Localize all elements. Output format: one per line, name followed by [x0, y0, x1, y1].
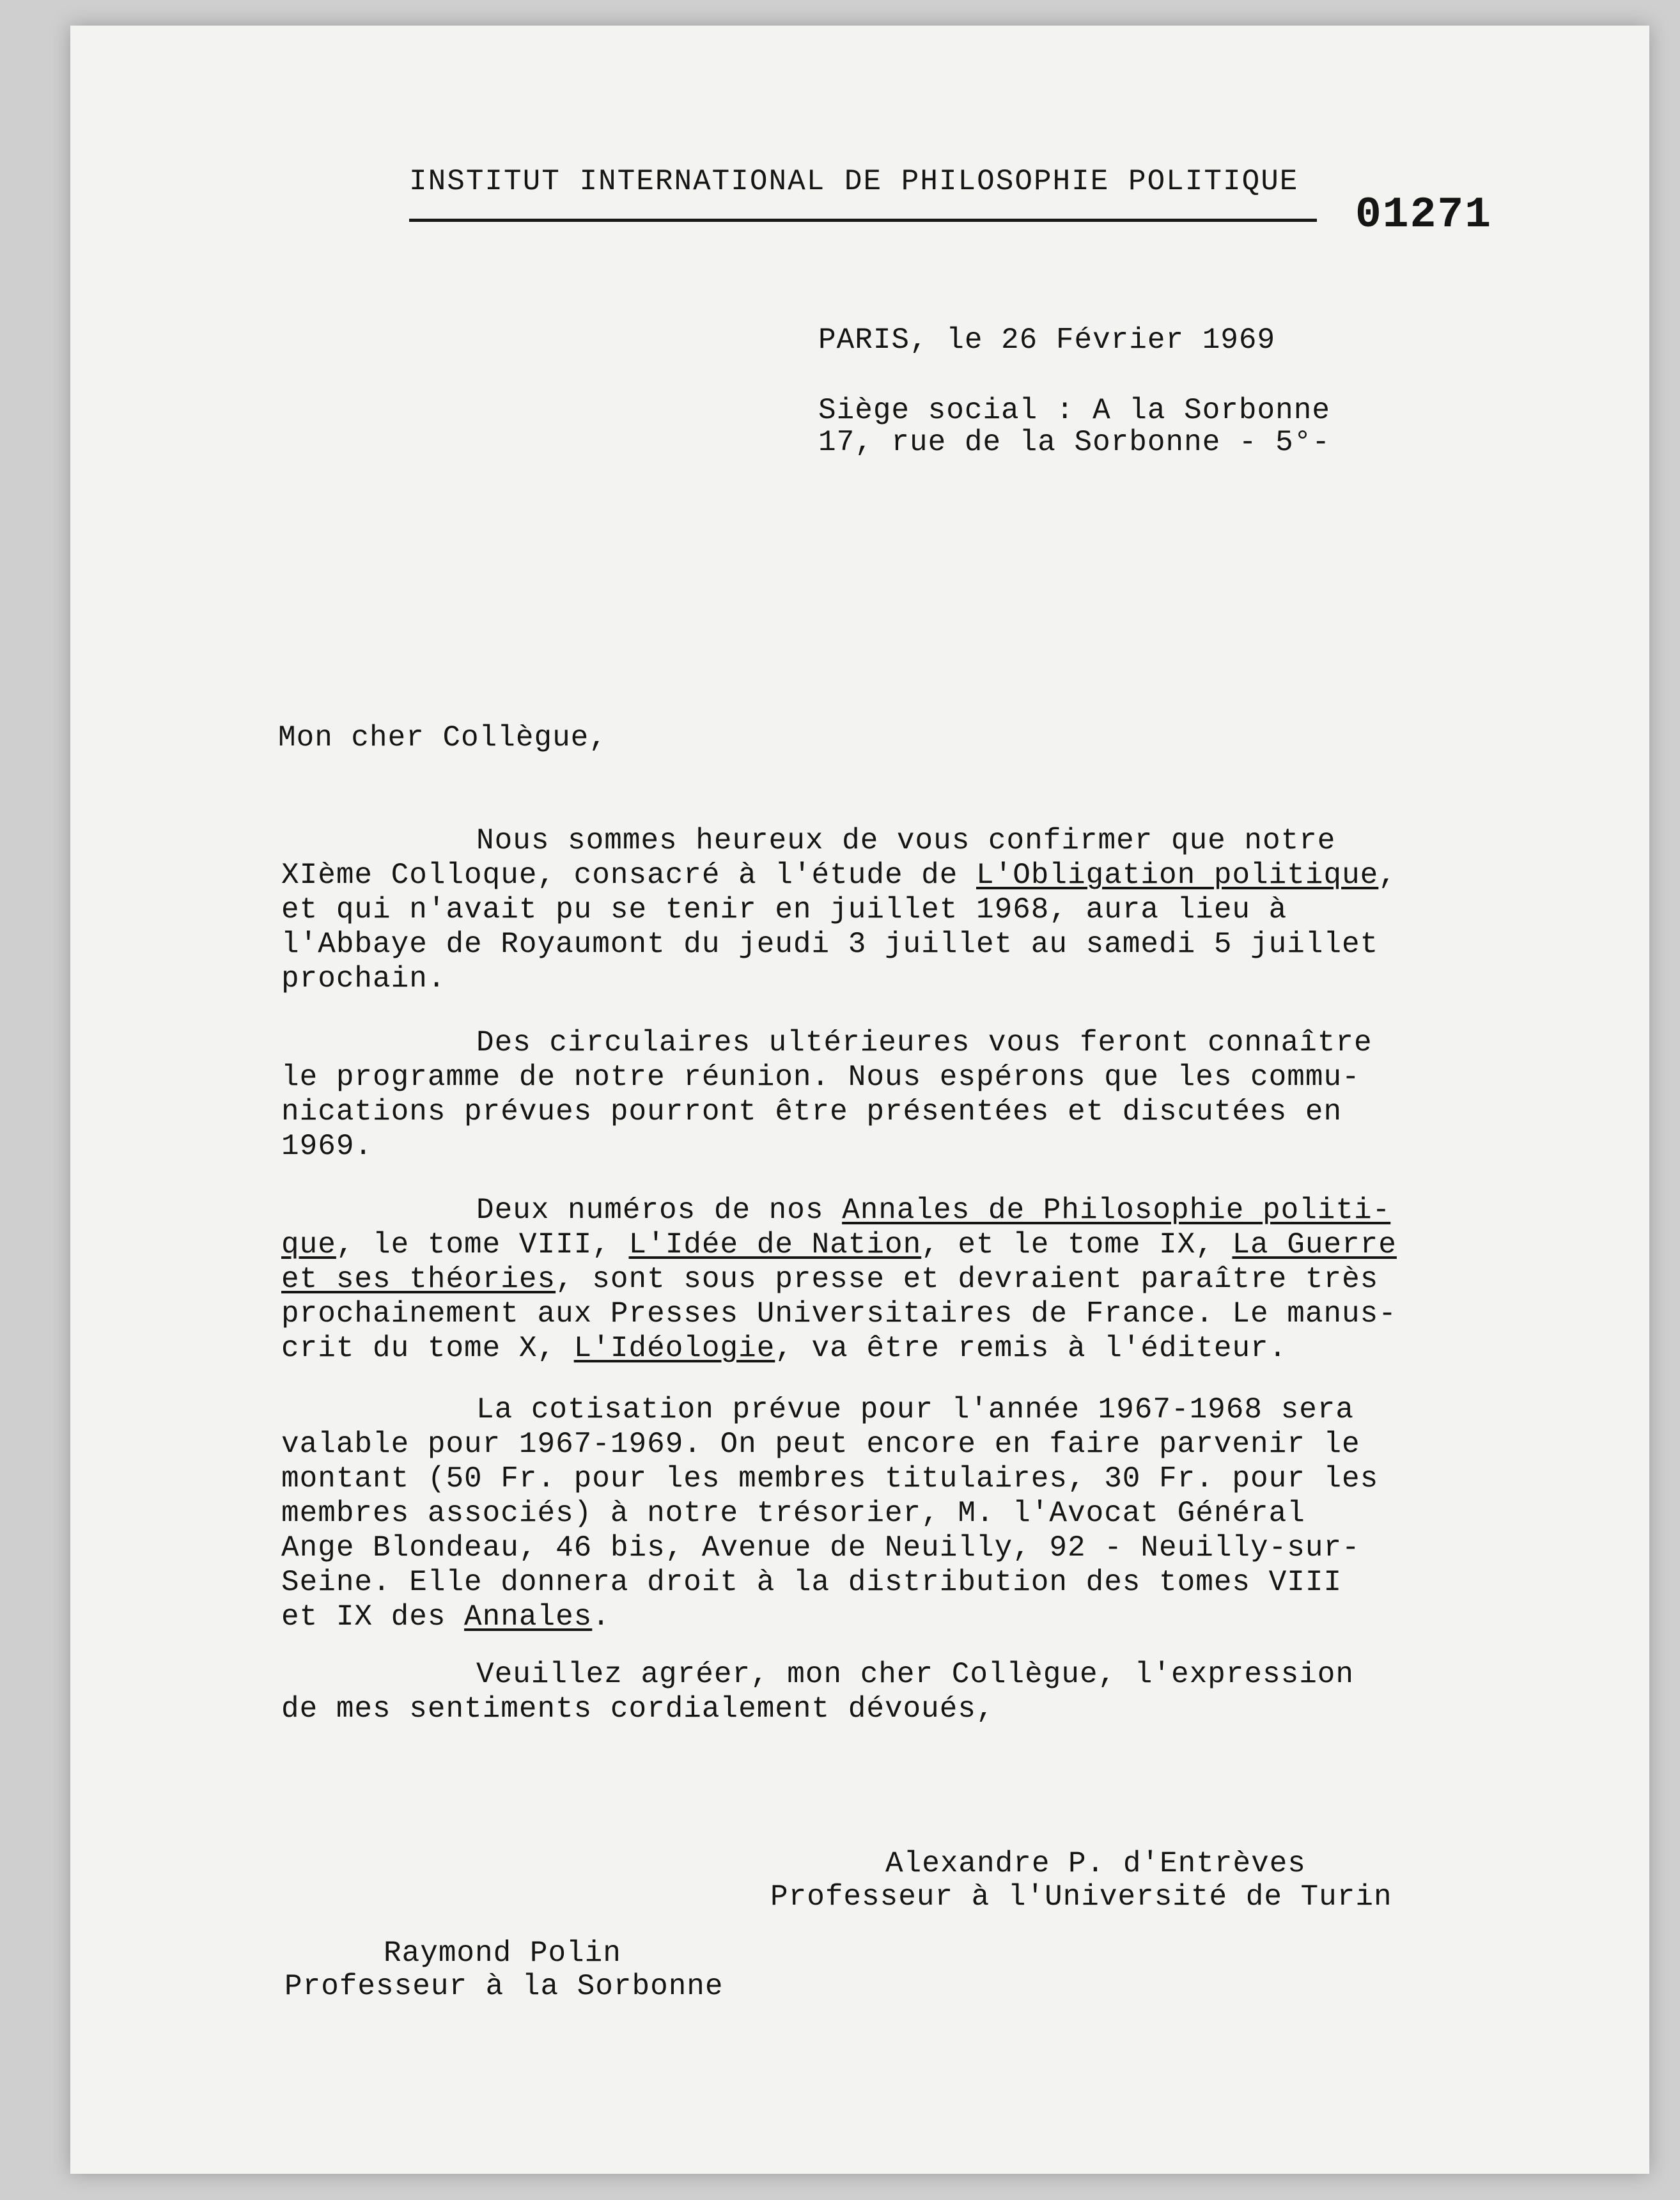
paragraph-line: 1969.: [281, 1130, 373, 1163]
paragraph-line: l'Abbaye de Royaumont du jeudi 3 juillet au samedi 5 juillet: [281, 928, 1379, 961]
paragraph-line: Nous sommes heureux de vous confirmer que notre: [476, 824, 1336, 857]
paragraph-closing: [281, 1657, 1354, 1726]
underlined-title: que: [281, 1228, 336, 1261]
paragraph-line: nications prévues pourront être présentées et discutées en: [281, 1095, 1342, 1128]
salutation: Mon cher Collègue,: [278, 721, 607, 754]
underlined-title: Annales: [464, 1600, 593, 1634]
paragraph-line: et qui n'avait pu se tenir en juillet 1968, aura lieu à: [281, 893, 1287, 926]
paragraph-line: de mes sentiments cordialement dévoués,: [281, 1692, 995, 1726]
paragraph-line: montant (50 Fr. pour les membres titulaires, 30 Fr. pour les: [281, 1462, 1379, 1495]
paragraph-line: Des circulaires ultérieures vous feront connaître: [476, 1026, 1373, 1059]
paragraph-line: XIème Colloque, consacré à l'étude de L'Obligation politique,: [281, 859, 1397, 892]
paragraph-line: crit du tome X, L'Idéologie, va être remis à l'éditeur.: [281, 1332, 1287, 1365]
address-line-1: Siège social : A la Sorbonne: [818, 394, 1330, 427]
paragraph-line: et IX des Annales.: [281, 1600, 611, 1634]
paragraph-line: le programme de notre réunion. Nous espérons que les commu-: [281, 1061, 1360, 1094]
institute-heading: INSTITUT INTERNATIONAL DE PHILOSOPHIE POLITIQUE: [409, 165, 1299, 198]
recipient-name: Raymond Polin: [384, 1937, 621, 1970]
document-number: 01271: [1355, 191, 1493, 240]
paragraph-line: Ange Blondeau, 46 bis, Avenue de Neuilly, 92 - Neuilly-sur-: [281, 1531, 1360, 1564]
underlined-title: La Guerre: [1232, 1228, 1397, 1261]
paragraph-line: que, le tome VIII, L'Idée de Nation, et le tome IX, La Guerre: [281, 1228, 1397, 1261]
paragraph-line: membres associés) à notre trésorier, M. l'Avocat Général: [281, 1497, 1305, 1530]
underlined-title: L'Idéologie: [573, 1332, 775, 1365]
paragraph-cotisation: [281, 1393, 1378, 1634]
underlined-title: et ses théories: [281, 1263, 556, 1296]
heading-rule: [409, 219, 1317, 222]
paragraph-line: valable pour 1967-1969. On peut encore en faire parvenir le: [281, 1428, 1360, 1461]
paragraph-line: Veuillez agréer, mon cher Collègue, l'expression: [476, 1658, 1355, 1691]
paragraph-colloque: [281, 823, 1397, 996]
recipient-title: Professeur à la Sorbonne: [284, 1970, 724, 2003]
paragraph-line: Seine. Elle donnera droit à la distribution des tomes VIII: [281, 1566, 1342, 1599]
signatory-name: Alexandre P. d'Entrèves: [885, 1847, 1306, 1880]
address-line-2: 17, rue de la Sorbonne - 5°-: [818, 426, 1330, 459]
paragraph-circulaires: [281, 1026, 1373, 1164]
underlined-title: L'Idée de Nation: [628, 1228, 922, 1261]
signatory-title: Professeur à l'Université de Turin: [770, 1880, 1392, 1914]
underlined-title: Annales de Philosophie politi-: [842, 1194, 1391, 1227]
paragraph-line: La cotisation prévue pour l'année 1967-1968 sera: [476, 1393, 1355, 1426]
underlined-title: L'Obligation politique: [976, 859, 1379, 892]
letter-date: PARIS, le 26 Février 1969: [818, 324, 1276, 357]
paragraph-line: prochain.: [281, 962, 446, 995]
paragraph-line: et ses théories, sont sous presse et devraient paraître très: [281, 1263, 1379, 1296]
paragraph-annales: [281, 1193, 1397, 1366]
paragraph-line: Deux numéros de nos Annales de Philosophie politi-: [476, 1194, 1391, 1227]
paragraph-line: prochainement aux Presses Universitaires de France. Le manus-: [281, 1297, 1397, 1330]
